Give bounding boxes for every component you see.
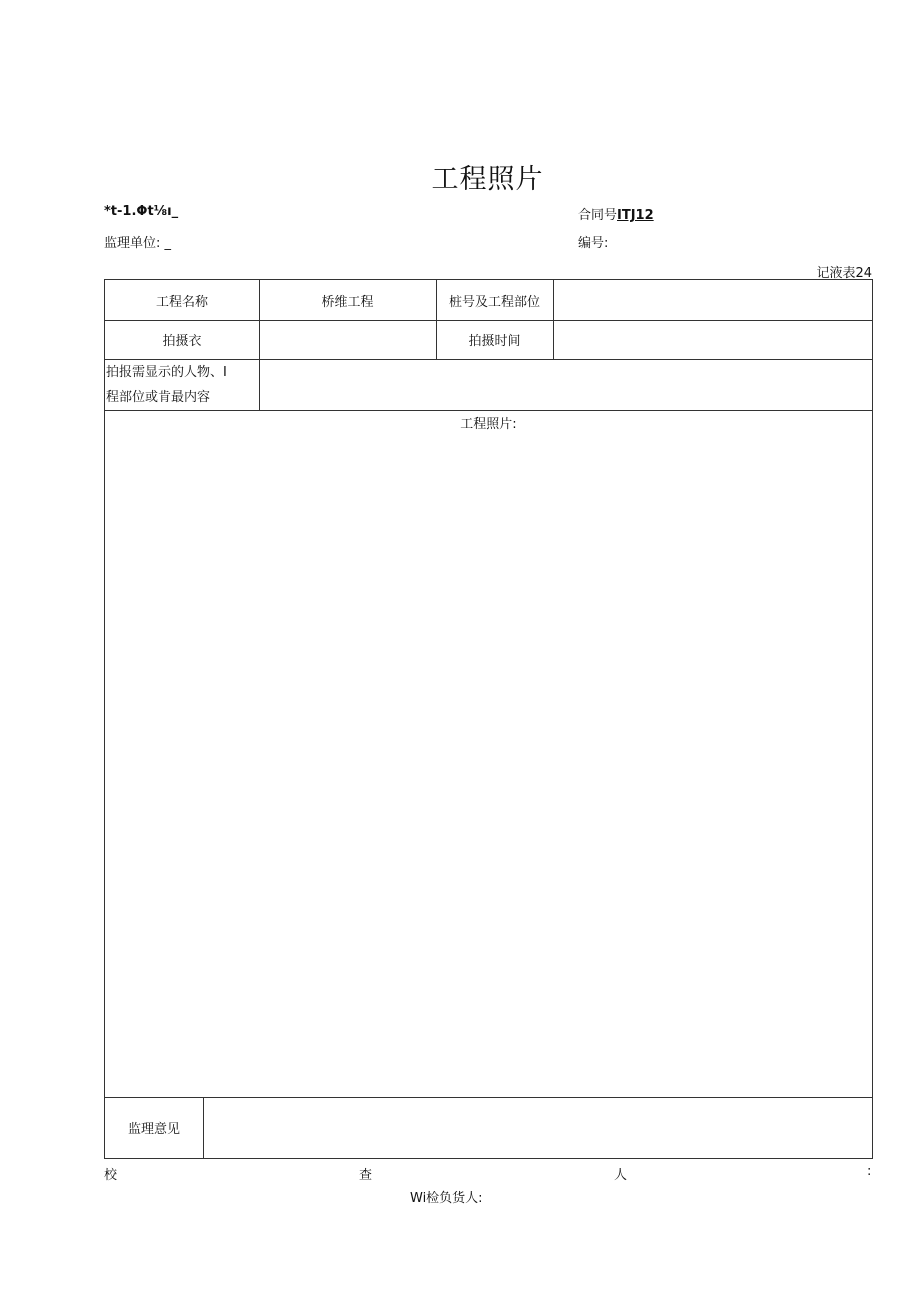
photographer-label: 拍摄衣 (162, 334, 202, 349)
station-location-value[interactable] (553, 280, 872, 320)
contract-label: 合同号 (578, 208, 618, 223)
footer-check-char-4: : (867, 1164, 872, 1179)
contract-value: ITJ12 (617, 208, 654, 223)
photo-time-label: 拍摄时间 (468, 334, 521, 349)
project-name-value[interactable]: 桥维工程 (321, 294, 374, 310)
photo-area-label: 工程照片: (460, 417, 517, 432)
record-sheet (104, 279, 873, 1159)
header-line1-left: *t-1.Φt⅛ı_ (104, 204, 179, 219)
photo-content-label-line2: 程部位或肯最内容 (106, 390, 211, 405)
photo-content-label-line1: 拍报需显示的人物、I (106, 365, 227, 380)
row-divider (105, 410, 872, 411)
supervision-opinion-value[interactable] (203, 1097, 872, 1158)
station-location-label: 桩号及工程部位 (448, 294, 540, 310)
photo-time-value[interactable] (553, 320, 872, 359)
photographer-value[interactable] (259, 320, 436, 359)
project-name-label: 工程名称 (155, 294, 208, 310)
form-code: 记液表24 (816, 266, 872, 281)
photo-area[interactable] (105, 430, 872, 1095)
footer-check-char-1: 校 (104, 1168, 118, 1183)
supervision-opinion-label: 监理意见 (127, 1122, 180, 1137)
contract-number (578, 204, 654, 223)
page-title: 工程照片 (431, 164, 544, 195)
number-label: 编号: (578, 236, 609, 251)
footer-check-char-3: 人 (614, 1168, 628, 1183)
photo-content-value[interactable] (259, 359, 872, 410)
footer-check-char-2: 查 (359, 1168, 373, 1183)
supervision-unit-label: 监理单位: _ (104, 236, 172, 251)
inspector-label: Wi检负货人: (410, 1191, 483, 1206)
photo-content-label (105, 360, 259, 410)
